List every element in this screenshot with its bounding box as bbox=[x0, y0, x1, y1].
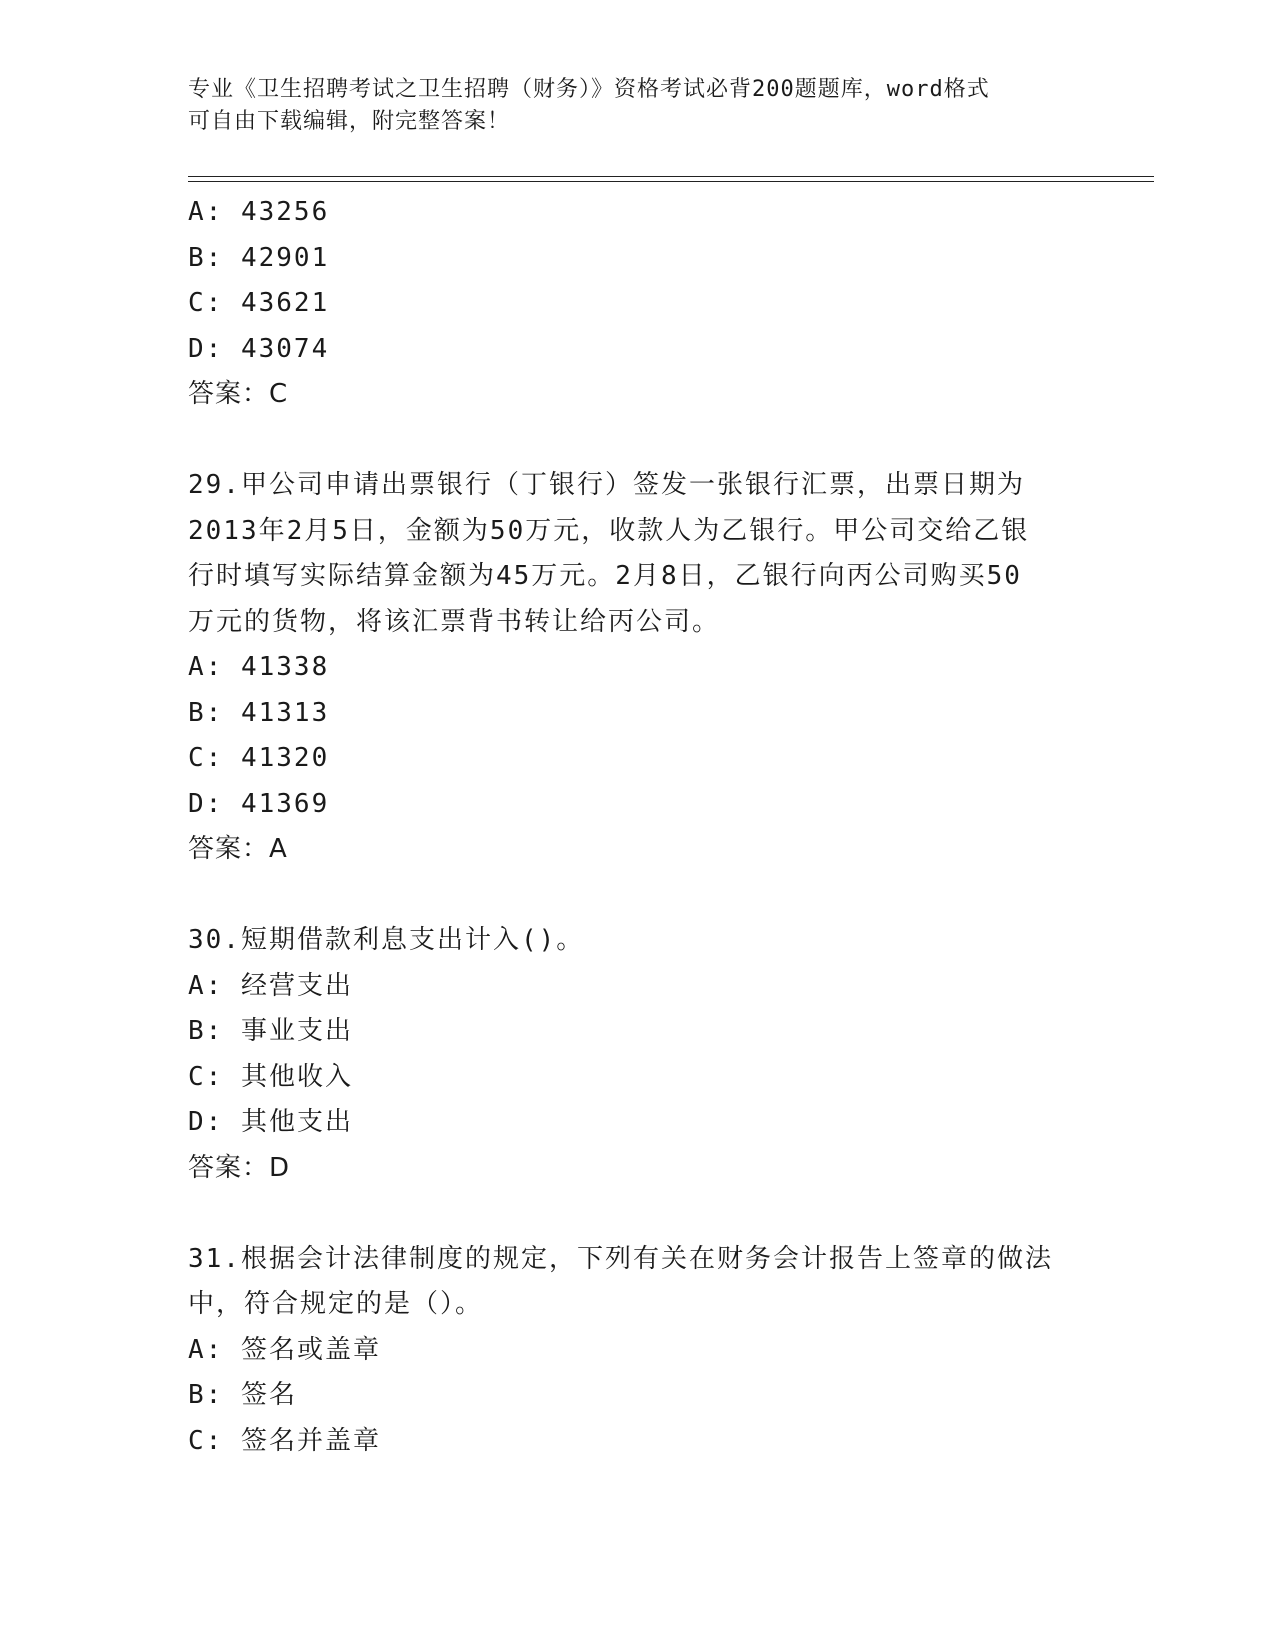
option-c: C: 签名并盖章 bbox=[188, 1425, 381, 1456]
header-divider-top bbox=[188, 176, 1154, 177]
question-text-line: 2013年2月5日，金额为50万元，收款人为乙银行。甲公司交给乙银 bbox=[188, 515, 1030, 546]
option-c: C: 其他收入 bbox=[188, 1061, 353, 1092]
question-text-line: 中，符合规定的是（）。 bbox=[188, 1289, 484, 1319]
header-line-2: 可自由下载编辑，附完整答案！ bbox=[188, 109, 511, 134]
question-text-line: 行时填写实际结算金额为45万元。2月8日，乙银行向丙公司购买50 bbox=[188, 561, 1022, 591]
question-block-30 bbox=[188, 918, 1088, 1191]
option-b: B: 41313 bbox=[188, 697, 330, 728]
header-divider-bottom bbox=[188, 181, 1154, 182]
question-text-line: 29.甲公司申请出票银行（丁银行）签发一张银行汇票，出票日期为 bbox=[188, 470, 1025, 500]
option-c: C: 43621 bbox=[188, 288, 330, 318]
question-text-line: 31.根据会计法律制度的规定，下列有关在财务会计报告上签章的做法 bbox=[188, 1243, 1053, 1274]
option-a: A: 43256 bbox=[188, 197, 330, 227]
option-d: D: 43074 bbox=[188, 333, 330, 364]
question-block-29 bbox=[188, 463, 1088, 873]
option-c: C: 41320 bbox=[188, 743, 330, 773]
option-d: D: 其他支出 bbox=[188, 1107, 353, 1137]
option-d: D: 41369 bbox=[188, 788, 330, 819]
question-text-line: 万元的货物，将该汇票背书转让给丙公司。 bbox=[188, 606, 721, 637]
option-b: B: 事业支出 bbox=[188, 1016, 353, 1046]
answer-line: 答案：A bbox=[188, 834, 288, 864]
option-a: A: 签名或盖章 bbox=[188, 1334, 381, 1365]
question-text-line: 30.短期借款利息支出计入()。 bbox=[188, 925, 585, 955]
question-content bbox=[188, 190, 1088, 1464]
header-line-1: 专业《卫生招聘考试之卫生招聘（财务）》资格考试必背200题题库，word格式 bbox=[188, 77, 990, 102]
document-header bbox=[188, 74, 1088, 138]
option-b: B: 42901 bbox=[188, 242, 330, 273]
question-block-28 bbox=[188, 190, 1088, 418]
option-a: A: 经营支出 bbox=[188, 970, 353, 1001]
answer-line: 答案：D bbox=[188, 1152, 291, 1183]
option-b: B: 签名 bbox=[188, 1380, 297, 1410]
question-block-31 bbox=[188, 1237, 1088, 1465]
option-a: A: 41338 bbox=[188, 652, 330, 682]
answer-line: 答案：C bbox=[188, 379, 289, 409]
